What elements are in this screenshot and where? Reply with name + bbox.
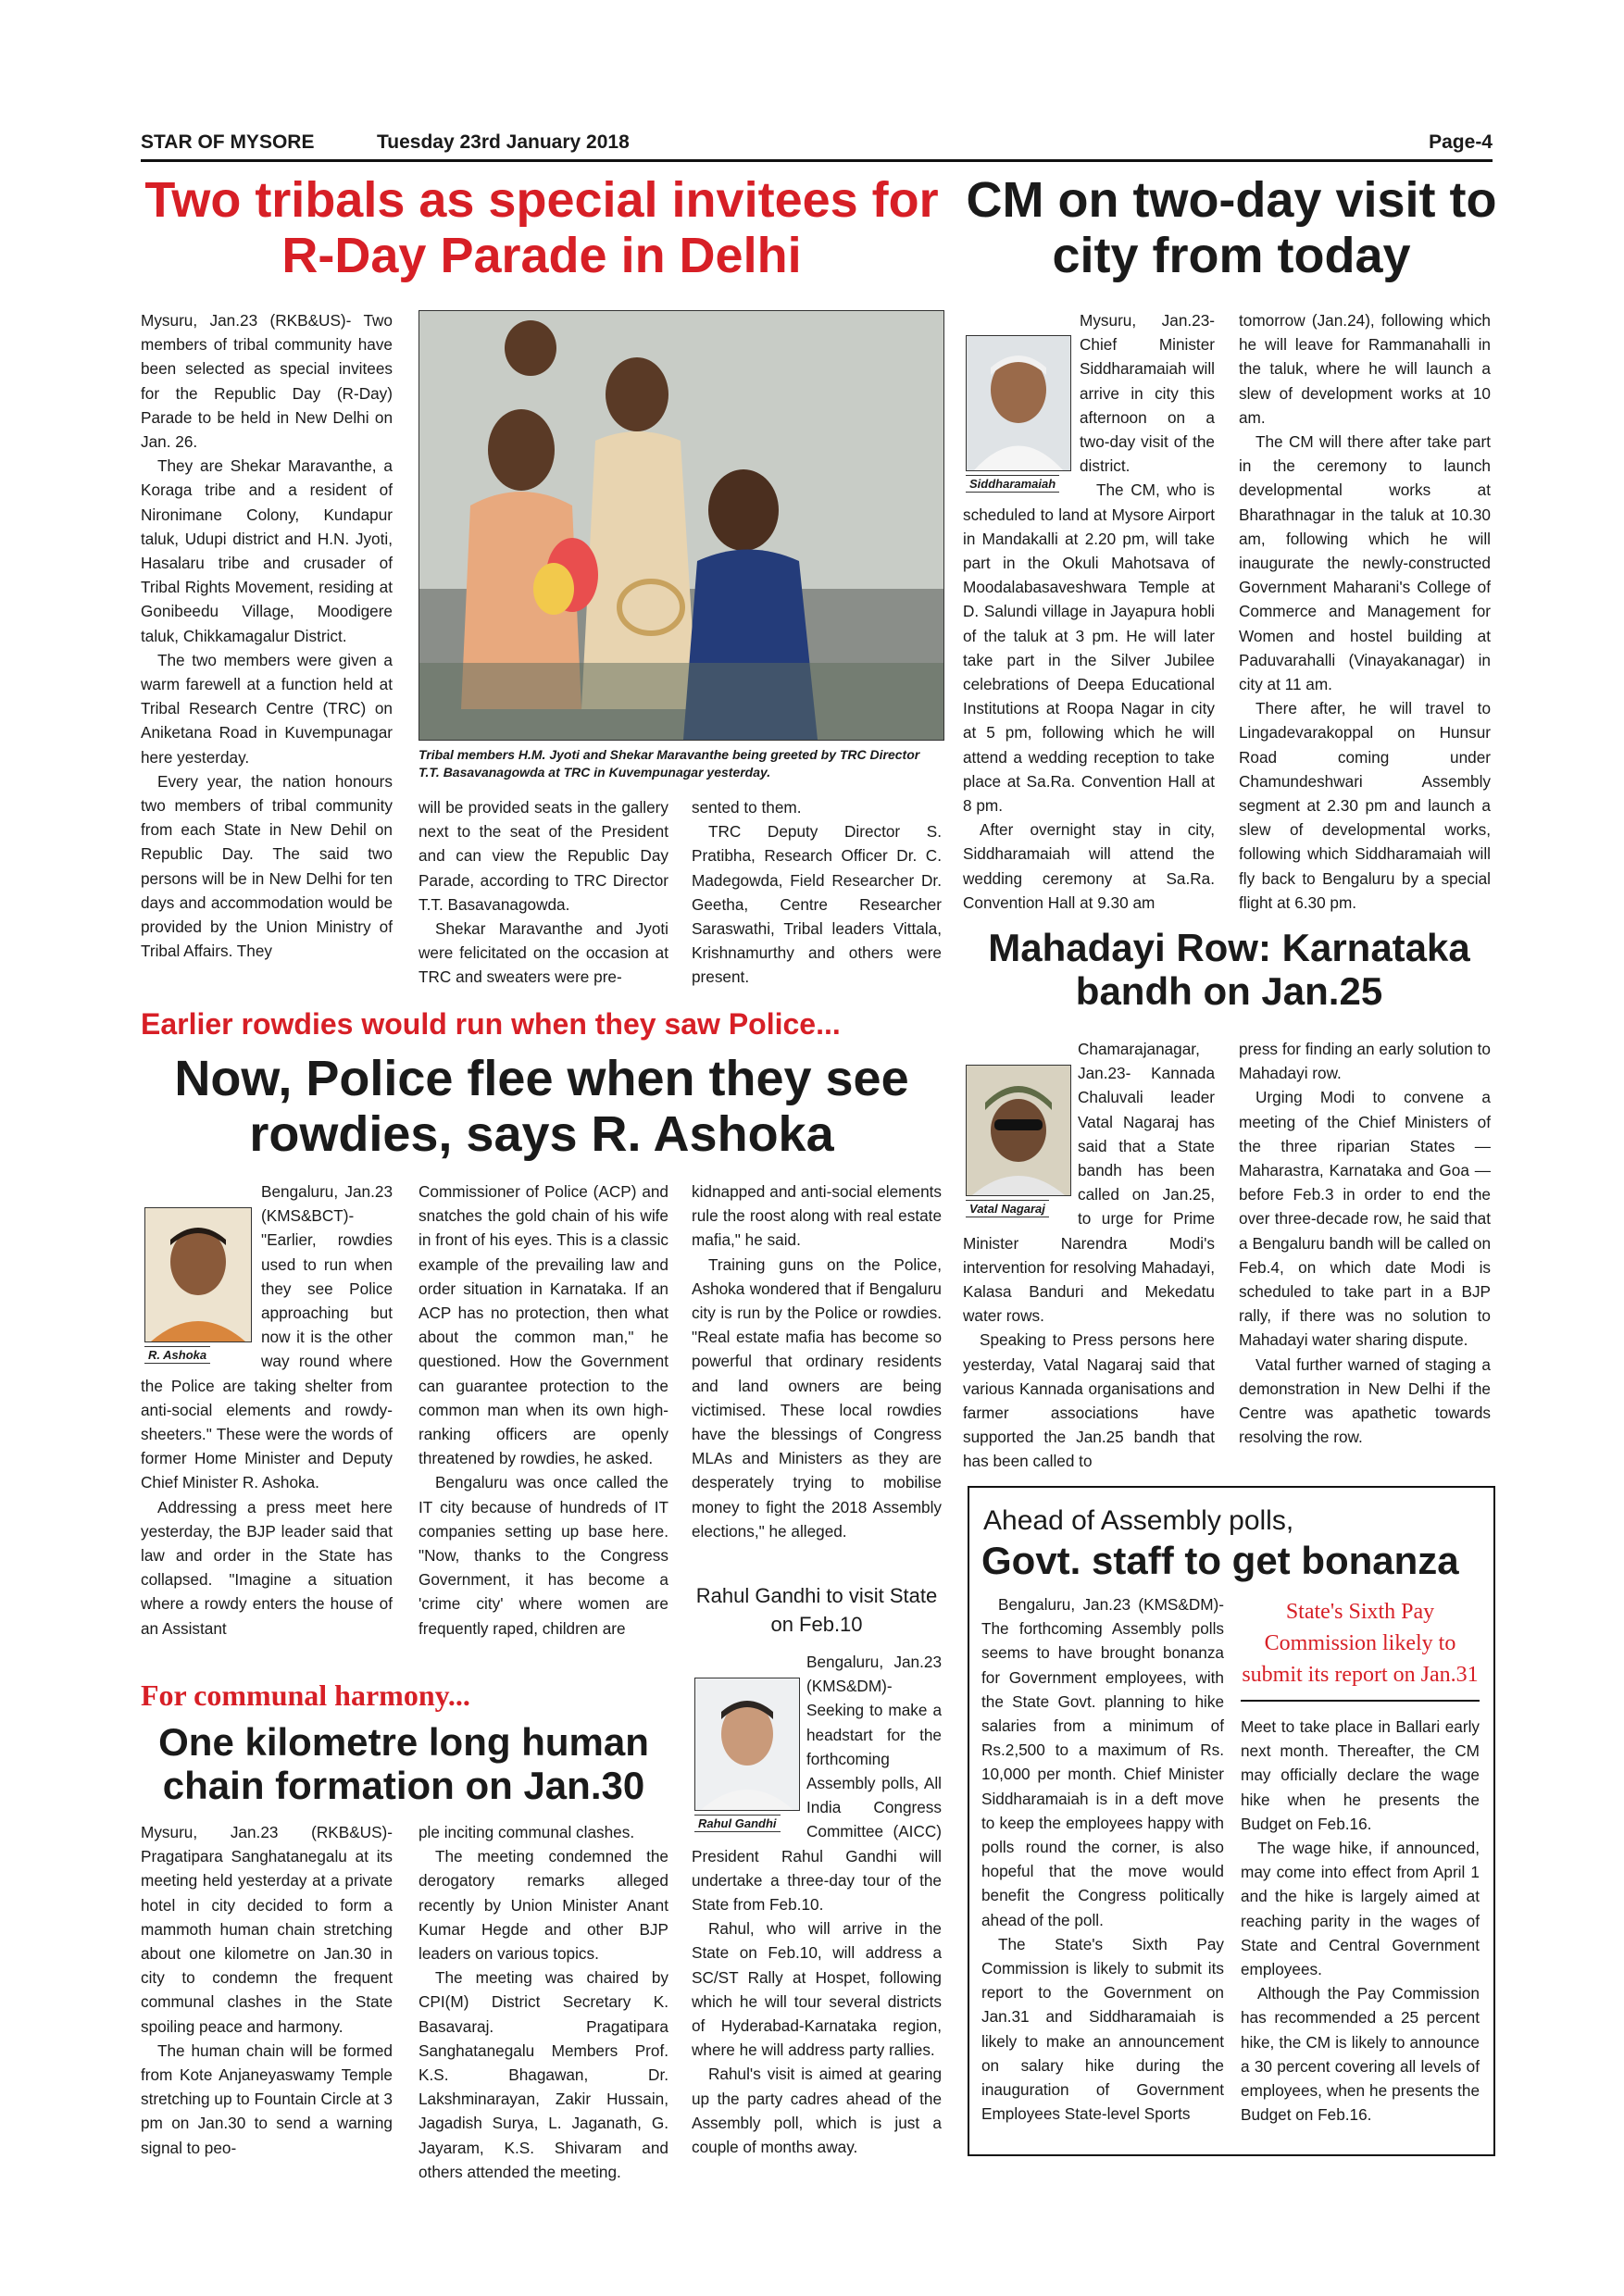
mahadayi-column-2: press for finding an early solution to Mahadayi row. Urging Modi to convene a meeting of the Chief Ministers of the three riparian States — Maharastra, Karnataka and Goa — before Feb.3 in order to end the over three-decade row, he said that a Bengaluru bandh will be called on Feb.4, on which date Modi is scheduled to take part in a BJP rally, if there was no solution to Mahadayi water sharing dispute. Vatal further warned of staging a demonstration in New Delhi if the Centre was apathetic towards resolving the row.: [1239, 1040, 1491, 1447]
siddharamaiah-photo-tag: Siddharamaiah: [966, 475, 1059, 493]
mahadayi-column-1: Chamarajanagar, Jan.23- Kannada Chaluvali leader Vatal Nagaraj has said that a State bandh has been called on Jan.25, to urge for Prime Minister Narendra Modi's intervention for resolving Mahadayi, Kalasa Banduri and Mekedatu water rows. Speaking to Press persons here yesterday, Vatal Nagaraj said that various Kannada organisations and farmer associations have supported the Jan.25 bandh that has been called to: [963, 1037, 1215, 1474]
ashoka-kicker: Earlier rowdies would run when they saw Police...: [141, 1007, 841, 1041]
photo-float-spacer: [963, 1037, 1078, 1228]
ashoka-column-3: kidnapped and anti-social elements rule the roost along with real estate mafia," he said. Training guns on the Police, Ashoka wondered that if Bengaluru city is run by the Police or rowdies. "Real estate mafia has become so powerful that ordinary residents and land owners are being victimised. These local rowdies have the blessings of Congress MLAs and Ministers as they are desperately trying to mobilise money to fight the 2018 Assembly elections," he alleged.: [692, 1182, 942, 1541]
bonanza-pullquote-block: [1241, 1596, 1480, 1702]
tribals-photo-illustration: [419, 311, 943, 740]
bonanza-pullquote: State's Sixth Pay Commission likely to submit its report on Jan.31: [1242, 1600, 1479, 1687]
tribals-column-3: sented to them. TRC Deputy Director S. Pratibha, Research Officer Dr. C. Madegowda, Field Researcher Dr. Geetha, Centre Researcher Saraswathi, Tribal leaders Vittala, Krishnamurthy and others were present.: [692, 798, 942, 987]
page-number: Page-4: [1429, 131, 1493, 153]
chain-column-1: Mysuru, Jan.23 (RKB&US)- Pragatipara Sanghatanegalu at its meeting held yesterday at a private hotel in city decided to form a mammoth human chain stretching about one kilometre on Jan.30 in city to condemn the frequent communal clashes in the State spoiling peace and harmony. The human chain will be formed from Kote Anjaneyaswamy Temple stretching up to Fountain Circle at 3 pm on Jan.30 to send a warning signal to peo-: [141, 1823, 393, 2157]
cm-visit-headline: CM on two-day visit to city from today: [966, 172, 1497, 284]
rahul-column: Bengaluru, Jan.23 (KMS&DM)- Seeking to make a headstart for the forthcoming Assembly polls, All India Congress Committee (AICC) President Rahul Gandhi will undertake a three-day tour of the State from Feb.10. Rahul, who will arrive in the State on Feb.10, will address a SC/ST Rally at Hospet, following which he will tour several districts of Hyderabad-Karnataka region, where he will address party rallies. Rahul's visit is aimed at gearing up the party cadres ahead of the Assembly poll, which is just a couple of months away.: [692, 1650, 942, 2159]
tribals-column-2: will be provided seats in the gallery next to the seat of the President and can view the Republic Day Parade, according to TRC Director T.T. Basavanagowda. Shekar Maravanthe and Jyoti were felicitated on the occasion at TRC and sweaters were pre-: [418, 798, 668, 987]
bonanza-headline: Govt. staff to get bonanza: [981, 1539, 1459, 1582]
issue-date: Tuesday 23rd January 2018: [377, 131, 630, 153]
ashoka-column-2: Commissioner of Police (ACP) and snatches the gold chain of his wife in front of his eyes. This is a classic example of the prevailing law and order situation in Karnataka. If an ACP has no protection, then what about the common man," he questioned. How the Government can guarantee protection to the common man when its own high-ranking officers are openly threatened by rowdies, he asked. Bengaluru was once called the IT city because of hundreds of IT companies setting up base here. "Now, thanks to the Congress Government, it has become a 'crime city' where women are frequently raped, children are: [418, 1182, 668, 1638]
tribals-photo-caption: Tribal members H.M. Jyoti and Shekar Maravanthe being greeted by TRC Director T.T. Basavanagowda at TRC in Kuvempunagar yesterday.: [418, 747, 920, 780]
rahul-headline: Rahul Gandhi to visit State on Feb.10: [695, 1584, 938, 1636]
bonanza-column-2: Meet to take place in Ballari early next month. Thereafter, the CM may officially declare the wage hike when he presents the Budget on Feb.16. The wage hike, if announced, may come into effect from April 1 and the hike is largely aimed at reaching parity in the wages of State and Central Government employees. Although the Pay Commission has recommended a 25 percent hike, the CM is likely to announce a 30 percent covering all levels of employees, when he presents the Budget on Feb.16.: [1241, 1717, 1480, 2125]
ashoka-column-1: Bengaluru, Jan.23 (KMS&BCT)- "Earlier, rowdies used to run when they see Police approaching but now it is the other way round where the Police are taking shelter from anti-social elements and rowdy-sheeters." These were the words of former Home Minister and Deputy Chief Minister R. Ashoka. Addressing a press meet here yesterday, the BJP leader said that law and order in the State has collapsed. "Imagine a situation where a rowdy enters the house of an Assistant: [141, 1179, 393, 1641]
mahadayi-headline: Mahadayi Row: Karnataka bandh on Jan.25: [988, 926, 1470, 1014]
photo-float-spacer: [963, 308, 1080, 501]
ashoka-headline: Now, Police flee when they see rowdies, says R. Ashoka: [174, 1051, 909, 1163]
chain-column-2: ple inciting communal clashes. The meeting condemned the derogatory remarks alleged recently by Union Minister Anant Kumar Hegde and other BJP leaders on various topics. The meeting was chaired by CPI(M) District Secretary K. Basavaraj. Pragatipara Sanghatanegalu Members Prof. K.S. Bhagawan, Dr. Lakshminarayan, Zakir Hussain, Jagadish Surya, L. Jaganath, G. Jayaram, K.S. Shivaram and others attended the meeting.: [418, 1823, 668, 2181]
chain-headline: One kilometre long human chain formation on Jan.30: [158, 1720, 649, 1808]
rahul-photo-tag: Rahul Gandhi: [694, 1815, 781, 1832]
bonanza-column-1: Bengaluru, Jan.23 (KMS&DM)- The forthcoming Assembly polls seems to have brought bonanza for Government employees, with the State Govt. planning to hike salaries from a minimum of Rs.2,500 to a maximum of Rs. 10,000 per month. Chief Minister Siddharamaiah is in a deft move to keep the employees happy with polls round the corner, is also hopeful that the move would benefit the Congress politically ahead of the poll. The State's Sixth Pay Commission is likely to submit its report to the Government on Jan.31 and Siddharamaiah is likely to make an announcement on salary hike during the inauguration of Government Employees State-level Sports: [981, 1595, 1224, 2124]
cm-visit-column-2: tomorrow (Jan.24), following which he will leave for Rammanahalli in the taluk, where he will launch a slew of development works at 10 am. The CM will there after take part in the ceremony to launch developmental works at Bharathnagar in the taluk at 10.30 am, following which he will inaugurate the newly-constructed Government Maharani's College of Commerce and Management for Women and hostel building at Paduvarahalli (Vinayakanagar) in city at 11 am. There after, he will travel to Lingadevarakoppal on Hunsur Road coming under Chamundeshwari Assembly segment at 2.30 pm and launch a slew of developmental works, following which Siddharamaiah will fly back to Bengaluru by a special flight at 6.30 pm.: [1239, 311, 1491, 912]
photo-float-spacer: [692, 1650, 806, 1841]
pullquote-rule: [1241, 1700, 1480, 1702]
paper-name: STAR OF MYSORE: [141, 131, 315, 153]
tribals-column-1: Mysuru, Jan.23 (RKB&US)- Two members of tribal community have been selected as special invitees for the Republic Day (R-Day) Parade to be held in New Delhi on Jan. 26. They are Shekar Maravanthe, a Koraga tribe and a resident of Nironimane Colony, Kundapur taluk, Udupi district and H.N. Jyoti, Hasalaru tribe and crusader of Tribal Rights Movement, residing at Gonibeedu Village, Moodigere taluk, Chikkamagalur District. The two members were given a warm farewell at a function held at Tribal Research Centre (TRC) on Aniketana Road in Kuvempunagar here yesterday. Every year, the nation honours two members of tribal community from each State in New Dehil on Republic Day. The said two persons will be in New Delhi for ten days and accommodation would be provided by the Union Ministry of Tribal Affairs. They: [141, 311, 393, 961]
chain-kicker: For communal harmony...: [141, 1678, 470, 1712]
masthead: [141, 131, 1493, 162]
vatal-nagaraj-photo-tag: Vatal Nagaraj: [966, 1200, 1049, 1217]
bonanza-kicker: Ahead of Assembly polls,: [983, 1505, 1294, 1536]
photo-float-spacer: [141, 1179, 261, 1370]
cm-visit-column-1: Mysuru, Jan.23- Chief Minister Siddharamaiah will arrive in city this afternoon on a two-day visit of the district. The CM, who is scheduled to land at Mysore Airport in Mandakalli at 2.20 pm, will take part in the Okuli Mahotsava of Moodalabasaveshwara Temple at D. Salundi village in Jayapura hobli of the taluk at 3 pm. He will later take part in the Silver Jubilee celebrations of Deepa Educational Institutions at Roopa Nagar in city at 5 pm, following which he will attend a wedding reception to take place at Sa.Ra. Convention Hall at 8 pm. After overnight stay in city, Siddharamaiah will attend the wedding ceremony at Sa.Ra. Convention Hall at 9.30 am: [963, 308, 1215, 915]
tribals-headline: Two tribals as special invitees for R-Day Parade in Delhi: [144, 172, 939, 284]
ashoka-photo-tag: R. Ashoka: [144, 1346, 210, 1364]
tribals-photo: [418, 310, 944, 741]
